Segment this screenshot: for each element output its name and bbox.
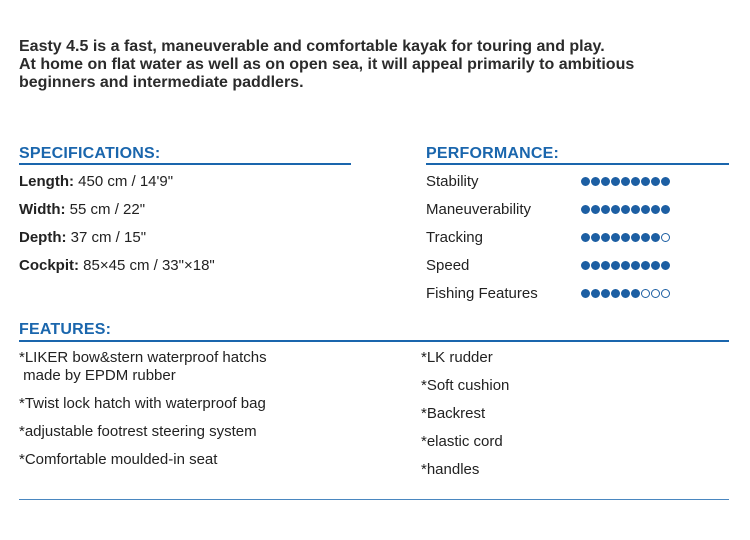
rating-dot-empty [651, 289, 660, 298]
bottom-rule [19, 499, 729, 500]
feature-left-4: *Comfortable moulded-in seat [19, 451, 218, 468]
rating-dot-filled [601, 289, 610, 298]
spec-width [19, 201, 145, 218]
intro-line-3: beginners and intermediate paddlers. [19, 74, 304, 91]
rating-dot-filled [661, 205, 670, 214]
rating-dot-empty [661, 233, 670, 242]
rating-dot-filled [661, 177, 670, 186]
rating-dot-filled [601, 233, 610, 242]
rating-dot-empty [661, 289, 670, 298]
rating-dot-filled [621, 205, 630, 214]
performance-title: PERFORMANCE: [426, 145, 560, 162]
intro-line-2: At home on flat water as well as on open sea, it will appeal primarily to ambitious [19, 56, 635, 73]
rating-dot-filled [631, 233, 640, 242]
rating-dot-filled [661, 261, 670, 270]
rating-dot-filled [581, 289, 590, 298]
performance-rating-maneuverability [581, 205, 670, 215]
spec-length [19, 173, 173, 190]
rating-dot-filled [591, 289, 600, 298]
feature-right-4: *elastic cord [421, 433, 503, 450]
spec-cockpit-value: 85×45 cm / 33"×18" [79, 257, 215, 274]
performance-rating-speed [581, 261, 670, 271]
rating-dot-filled [631, 177, 640, 186]
rating-dot-filled [581, 233, 590, 242]
rating-dot-filled [611, 205, 620, 214]
performance-rule [426, 163, 729, 165]
feature-left-1-cont: made by EPDM rubber [19, 367, 176, 384]
rating-dot-filled [611, 233, 620, 242]
rating-dot-filled [591, 205, 600, 214]
spec-length-value: 450 cm / 14'9" [73, 173, 174, 190]
spec-cockpit [19, 257, 215, 274]
intro-paragraph [19, 38, 734, 92]
specifications-rule [19, 163, 351, 165]
spec-cockpit-label: Cockpit: [19, 257, 79, 274]
rating-dot-filled [611, 177, 620, 186]
performance-label-fishing-features: Fishing Features [426, 285, 538, 302]
rating-dot-filled [651, 205, 660, 214]
performance-rating-fishing-features [581, 289, 670, 299]
rating-dot-filled [631, 289, 640, 298]
spec-depth-label: Depth: [19, 229, 67, 246]
spec-length-label: Length: [19, 173, 74, 190]
rating-dot-filled [631, 261, 640, 270]
rating-dot-filled [641, 233, 650, 242]
rating-dot-filled [621, 289, 630, 298]
spec-depth-value: 37 cm / 15" [66, 229, 147, 246]
rating-dot-filled [651, 233, 660, 242]
rating-dot-filled [591, 233, 600, 242]
feature-left-1: *LIKER bow&stern waterproof hatchs [19, 349, 267, 366]
feature-right-3: *Backrest [421, 405, 486, 422]
rating-dot-filled [651, 261, 660, 270]
performance-label-speed: Speed [426, 257, 470, 274]
features-rule [19, 340, 729, 342]
intro-line-1: Easty 4.5 is a fast, maneuverable and comfortable kayak for touring and play. [19, 38, 605, 55]
rating-dot-filled [601, 177, 610, 186]
rating-dot-filled [641, 261, 650, 270]
rating-dot-filled [611, 261, 620, 270]
specifications-title: SPECIFICATIONS: [19, 145, 161, 162]
rating-dot-filled [621, 233, 630, 242]
rating-dot-filled [631, 205, 640, 214]
feature-left-2: *Twist lock hatch with waterproof bag [19, 395, 266, 412]
rating-dot-filled [581, 177, 590, 186]
performance-label-stability: Stability [426, 173, 479, 190]
spec-width-label: Width: [19, 201, 66, 218]
feature-right-2: *Soft cushion [421, 377, 510, 394]
rating-dot-filled [601, 205, 610, 214]
rating-dot-filled [651, 177, 660, 186]
feature-left-3: *adjustable footrest steering system [19, 423, 257, 440]
spec-width-value: 55 cm / 22" [65, 201, 146, 218]
rating-dot-filled [591, 261, 600, 270]
rating-dot-filled [581, 205, 590, 214]
features-title: FEATURES: [19, 321, 112, 338]
rating-dot-filled [601, 261, 610, 270]
spec-depth [19, 229, 146, 246]
performance-rating-tracking [581, 233, 670, 243]
rating-dot-filled [621, 261, 630, 270]
performance-rating-stability [581, 177, 670, 187]
rating-dot-filled [611, 289, 620, 298]
performance-label-tracking: Tracking [426, 229, 483, 246]
rating-dot-filled [641, 205, 650, 214]
rating-dot-filled [591, 177, 600, 186]
performance-label-maneuverability: Maneuverability [426, 201, 532, 218]
feature-right-1: *LK rudder [421, 349, 493, 366]
rating-dot-filled [621, 177, 630, 186]
rating-dot-filled [641, 177, 650, 186]
feature-right-5: *handles [421, 461, 480, 478]
rating-dot-filled [581, 261, 590, 270]
rating-dot-empty [641, 289, 650, 298]
